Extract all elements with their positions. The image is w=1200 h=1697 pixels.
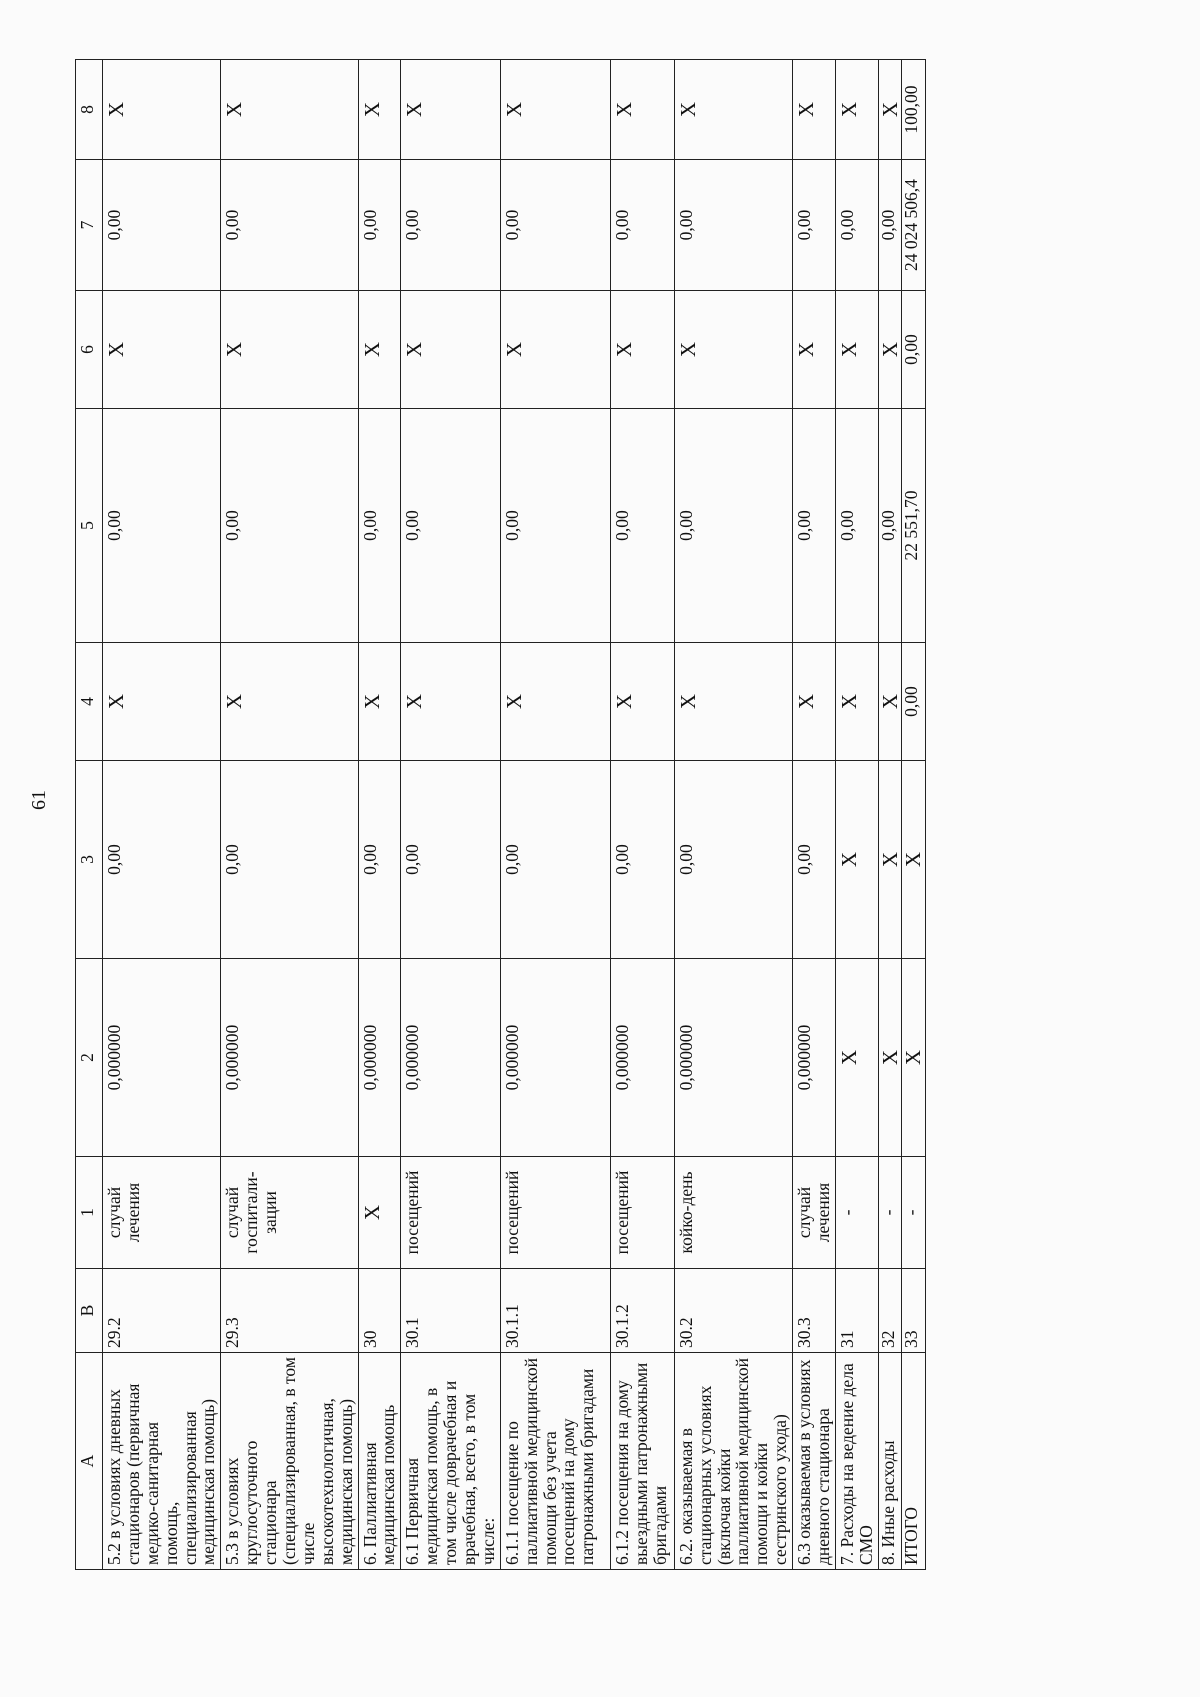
- table-cell: X: [401, 643, 500, 761]
- table-cell: 0,00: [103, 160, 221, 291]
- page-number: 61: [28, 790, 50, 810]
- table-cell: X: [103, 291, 221, 409]
- table-cell: 0,00: [674, 160, 792, 291]
- table-cell: -: [835, 1157, 878, 1269]
- row-label: 6.2. оказываемая в стационарных условиях (включая койки паллиативной медицинской помощи и койки сестринского ухода): [674, 1353, 792, 1570]
- table-cell: -: [902, 1157, 926, 1269]
- col-header: 8: [76, 60, 103, 160]
- row-code: 30.1.2: [610, 1269, 674, 1353]
- row-code: 30.1.1: [500, 1269, 610, 1353]
- table-cell: 0,00: [358, 761, 401, 959]
- col-header: 1: [76, 1157, 103, 1269]
- table-cell: X: [835, 291, 878, 409]
- col-header: 6: [76, 291, 103, 409]
- table-row: [610, 60, 674, 1570]
- table-cell: 0,00: [221, 160, 358, 291]
- table-cell: 0,00: [610, 160, 674, 291]
- table-cell: X: [835, 643, 878, 761]
- table-cell: 0,00: [878, 409, 902, 643]
- table-cell: X: [221, 291, 358, 409]
- table-cell: X: [500, 291, 610, 409]
- table-cell: 0,000000: [500, 959, 610, 1157]
- table-cell: 100,00: [902, 60, 926, 160]
- col-header: 4: [76, 643, 103, 761]
- table-row: [674, 60, 792, 1570]
- table-cell: X: [878, 60, 902, 160]
- table-cell: X: [358, 643, 401, 761]
- table-cell: X: [103, 60, 221, 160]
- table-cell: 0,00: [221, 409, 358, 643]
- table-cell: 0,00: [500, 160, 610, 291]
- table-cell: 0,000000: [358, 959, 401, 1157]
- row-code: 30.1: [401, 1269, 500, 1353]
- table-cell: X: [401, 291, 500, 409]
- table-row: [902, 60, 926, 1570]
- row-code: 30.2: [674, 1269, 792, 1353]
- table-cell: 0,00: [500, 761, 610, 959]
- col-header: 2: [76, 959, 103, 1157]
- table-cell: 22 551,70: [902, 409, 926, 643]
- table-row: [500, 60, 610, 1570]
- table-cell: посещений: [500, 1157, 610, 1269]
- table-cell: X: [835, 959, 878, 1157]
- row-label: 8. Иные расходы: [878, 1353, 902, 1570]
- row-label: 5.3 в условиях круглосуточного стационара (специализированная, в том числе высокотехнологичная, медицинская помощь): [221, 1353, 358, 1570]
- row-code: 31: [835, 1269, 878, 1353]
- table-cell: 0,00: [401, 409, 500, 643]
- table-cell: X: [358, 60, 401, 160]
- table-cell: 0,000000: [793, 959, 836, 1157]
- table-cell: 24 024 506,4: [902, 160, 926, 291]
- table-cell: 0,00: [358, 409, 401, 643]
- col-header: 7: [76, 160, 103, 291]
- table-cell: 0,00: [902, 643, 926, 761]
- table-cell: X: [610, 291, 674, 409]
- table-cell: X: [358, 1157, 401, 1269]
- table-cell: X: [221, 60, 358, 160]
- table-cell: 0,00: [401, 160, 500, 291]
- col-header: B: [76, 1269, 103, 1353]
- col-header: A: [76, 1353, 103, 1570]
- table-row: [401, 60, 500, 1570]
- row-code: 32: [878, 1269, 902, 1353]
- table-cell: 0,00: [793, 160, 836, 291]
- table-cell: 0,00: [103, 761, 221, 959]
- col-header: 3: [76, 761, 103, 959]
- table-cell: 0,00: [835, 160, 878, 291]
- table-cell: 0,00: [902, 291, 926, 409]
- table-cell: 0,00: [401, 761, 500, 959]
- table-cell: 0,000000: [674, 959, 792, 1157]
- row-code: 30: [358, 1269, 401, 1353]
- row-label: 6.3 оказываемая в условиях дневного стационара: [793, 1353, 836, 1570]
- table-cell: 0,00: [610, 761, 674, 959]
- table-cell: X: [878, 959, 902, 1157]
- table-cell: случай лечения: [793, 1157, 836, 1269]
- rotated-table-container: [75, 60, 970, 1570]
- row-label: 6.1 Первичная медицинская помощь, в том числе доврачебная и врачебная, всего, в том числе:: [401, 1353, 500, 1570]
- table-cell: 0,00: [103, 409, 221, 643]
- table-cell: 0,00: [500, 409, 610, 643]
- table-cell: X: [674, 643, 792, 761]
- table-cell: X: [793, 60, 836, 160]
- table-cell: X: [401, 60, 500, 160]
- table-cell: 0,000000: [103, 959, 221, 1157]
- table-cell: -: [878, 1157, 902, 1269]
- table-row: [221, 60, 358, 1570]
- table-cell: 0,00: [221, 761, 358, 959]
- table-cell: X: [902, 959, 926, 1157]
- col-header: 5: [76, 409, 103, 643]
- table-cell: X: [674, 60, 792, 160]
- table-cell: 0,00: [674, 761, 792, 959]
- table-cell: X: [358, 291, 401, 409]
- row-code: 30.3: [793, 1269, 836, 1353]
- table-cell: X: [835, 761, 878, 959]
- row-label: 7. Расходы на ведение дела СМО: [835, 1353, 878, 1570]
- table-cell: 0,00: [674, 409, 792, 643]
- table-cell: X: [793, 291, 836, 409]
- row-label: 6.1.1 посещение по паллиативной медицинской помощи без учета посещений на дому патронажными бригадами: [500, 1353, 610, 1570]
- table-row: [793, 60, 836, 1570]
- table-cell: X: [221, 643, 358, 761]
- cost-table: [75, 59, 926, 1570]
- table-cell: X: [878, 291, 902, 409]
- table-cell: случай лечения: [103, 1157, 221, 1269]
- table-cell: X: [902, 761, 926, 959]
- row-code: 29.3: [221, 1269, 358, 1353]
- row-label: 5.2 в условиях дневных стационаров (первичная медико-санитарная помощь, специализированная медицинская помощь): [103, 1353, 221, 1570]
- table-cell: X: [610, 643, 674, 761]
- table-cell: койко-день: [674, 1157, 792, 1269]
- row-label: 6. Паллиативная медицинская помощь: [358, 1353, 401, 1570]
- table-cell: X: [500, 60, 610, 160]
- table-cell: X: [793, 643, 836, 761]
- table-row: [835, 60, 878, 1570]
- table-cell: X: [610, 60, 674, 160]
- table-cell: посещений: [401, 1157, 500, 1269]
- table-cell: 0,000000: [401, 959, 500, 1157]
- row-code: 33: [902, 1269, 926, 1353]
- row-code: 29.2: [103, 1269, 221, 1353]
- table-row: [103, 60, 221, 1570]
- row-label: 6.1.2 посещения на дому выездными патронажными бригадами: [610, 1353, 674, 1570]
- table-row: [878, 60, 902, 1570]
- table-cell: 0,00: [835, 409, 878, 643]
- table-cell: X: [674, 291, 792, 409]
- table-cell: X: [103, 643, 221, 761]
- row-label: ИТОГО: [902, 1353, 926, 1570]
- table-row: [358, 60, 401, 1570]
- table-cell: X: [500, 643, 610, 761]
- table-cell: случай госпитали-зации: [221, 1157, 358, 1269]
- table-cell: 0,00: [793, 409, 836, 643]
- table-cell: 0,00: [610, 409, 674, 643]
- table-cell: 0,00: [878, 160, 902, 291]
- table-cell: 0,00: [793, 761, 836, 959]
- table-cell: посещений: [610, 1157, 674, 1269]
- table-cell: X: [835, 60, 878, 160]
- table-body: [103, 60, 926, 1570]
- table-cell: X: [878, 643, 902, 761]
- table-cell: 0,00: [358, 160, 401, 291]
- table-cell: X: [878, 761, 902, 959]
- header-row: [76, 60, 103, 1570]
- table-cell: 0,000000: [221, 959, 358, 1157]
- table-cell: 0,000000: [610, 959, 674, 1157]
